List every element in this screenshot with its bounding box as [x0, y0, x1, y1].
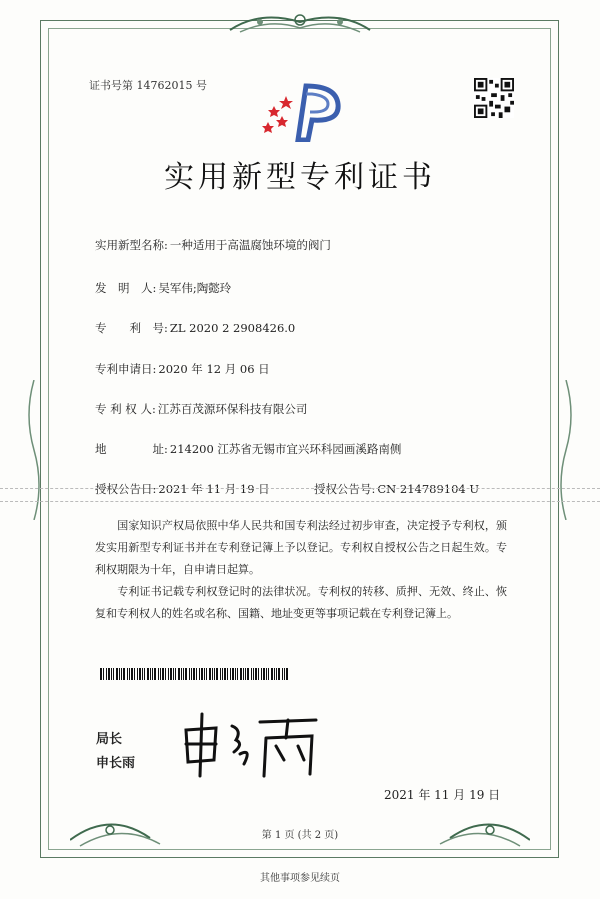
- legal-paragraph: 国家知识产权局依照中华人民共和国专利法经过初步审查，决定授予专利权，颁发实用新型专利证书并在专利登记簿上予以登记。专利权自授权公告之日起生效。专利权期限为十年，自申请日起算。: [95, 519, 507, 576]
- grant-date-label: 授权公告日:: [95, 482, 157, 496]
- grant-number-label: 授权公告号:: [314, 482, 376, 496]
- patentee-field: [95, 401, 307, 417]
- field-label: 专 利 权 人:: [95, 402, 156, 416]
- certificate-number-suffix: 号: [196, 79, 207, 92]
- address-field: [95, 441, 401, 457]
- director-title: 局长: [96, 732, 123, 747]
- field-label: 地 址:: [95, 442, 168, 456]
- field-label: 专 利 号:: [95, 321, 168, 335]
- field-value: 2020 年 12 月 06 日: [158, 362, 270, 376]
- field-value: ZL 2020 2 2908426.0: [169, 321, 296, 335]
- barcode-icon: [100, 668, 290, 680]
- footer-note: 其他事项参见续页: [260, 873, 340, 884]
- field-label: 专利申请日:: [95, 362, 157, 376]
- perforation-line: [0, 488, 600, 502]
- page-indicator: 第 1 页 (共 2 页): [261, 830, 339, 841]
- qr-code-icon: [474, 78, 514, 118]
- patent-office-logo: [258, 82, 348, 142]
- certificate-number: [89, 77, 207, 93]
- signature-image: [180, 708, 320, 778]
- certificate-number-label: 证书号第: [89, 79, 133, 92]
- certificate-number-value: 14762015: [136, 79, 193, 92]
- director-name: 申长雨: [96, 756, 136, 771]
- application-date-field: [95, 361, 270, 377]
- legal-paragraph: 专利证书记载专利权登记时的法律状况。专利权的转移、质押、无效、终止、恢复和专利权人的姓名或名称、国籍、地址变更等事项记载在专利登记簿上。: [95, 585, 507, 620]
- field-label: 发 明 人:: [95, 281, 157, 295]
- patent-number-field: [95, 320, 295, 336]
- utility-model-name-field: [95, 237, 331, 253]
- field-value: 吴军伟;陶懿玲: [158, 281, 232, 295]
- top-ornament: [220, 8, 380, 38]
- field-value: 214200 江苏省无锡市宜兴环科园画溪路南侧: [169, 442, 402, 456]
- inventor-field: [95, 280, 231, 296]
- field-value: 一种适用于高温腐蚀环境的阀门: [169, 238, 331, 252]
- grant-number-value: CN 214789104 U: [377, 482, 480, 496]
- field-label: 实用新型名称:: [95, 238, 168, 252]
- signing-date: 2021 年 11 月 19 日: [384, 788, 501, 802]
- certificate-title: 实用新型专利证书: [164, 160, 436, 195]
- field-value: 江苏百茂源环保科技有限公司: [157, 402, 308, 416]
- grant-date-value: 2021 年 11 月 19 日: [158, 482, 270, 496]
